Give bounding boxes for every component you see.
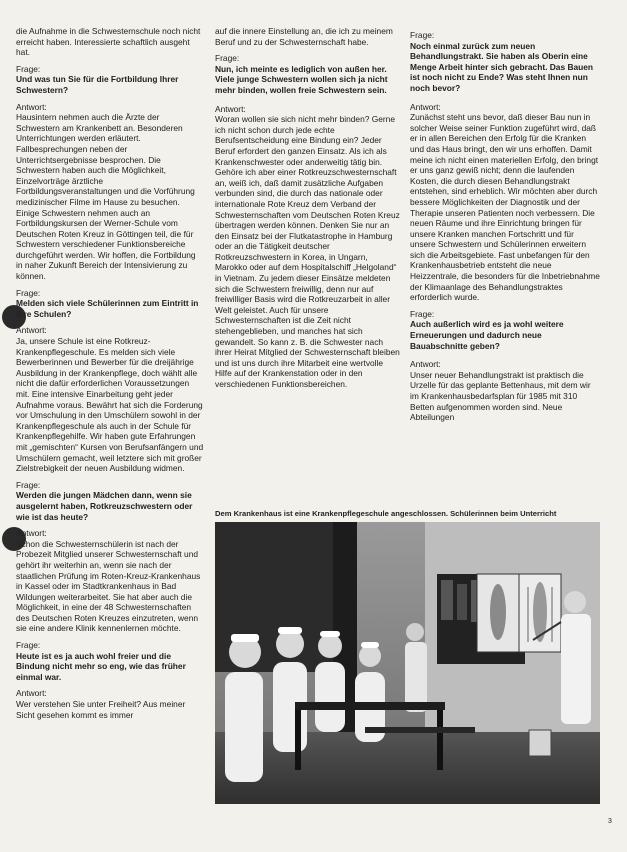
text-column-right (410, 26, 600, 429)
answer-text: Wer verstehen Sie unter Freiheit? Aus meiner Sicht gesehen kommt es immer (16, 699, 186, 720)
page-number: 3 (608, 818, 612, 825)
qa-block (16, 64, 204, 282)
qa-block (16, 480, 204, 634)
qa-block (410, 309, 600, 423)
question-text: Werden die jungen Mädchen dann, wenn sie ausgelernt haben, Rotkreuzschwestern oder wie ist das heute? (16, 490, 193, 522)
answer-text: Ja, unsere Schule ist eine Rotkreuz-Krankenpflegeschule. Es melden sich viele Bewerberinnen und Bewerber für die dreijährige Ausbildung in der Krankenpflege, doch wählt alle nicht die dafür erforderlichen Voraussetzungen mit. Eine intensive Einarbeitung geht jeder Aufnahme voraus. Bewährt hat sich die Forderung vor Umschulung in den Umschülern sowohl in der Krankenpflegeschule als auch in der Schule für Krankenpflegehilfe. Wir haben gute Erfahrungen mit „gemischten“ Kursen von Berufsanfängern und Umschülern gemacht, weil letztere sich mit großer Zielstrebigkeit der neuen Ausbildung widmen. (16, 336, 204, 474)
answer-text: Unser neuer Behandlungstrakt ist praktisch die Urzelle für das geplante Bettenhaus, mit dem wir im Krankenhausbedarfsplan für 1985 mit 310 Betten aufgenommen worden sind. Neue Abteilungen (410, 369, 591, 423)
question-text: Melden sich viele Schülerinnen zum Eintritt in Ihre Schulen? (16, 298, 199, 319)
answer-label: Antwort: (16, 528, 47, 539)
answer-text: Zunächst steht uns bevor, daß dieser Bau nun in solcher Weise seiner Funktion zugeführt wird, daß er in allen Bereichen den Erfolg für die Kranken und das Haus bringt, den wir uns erhoffen. Damit meine ich nicht einen materiellen Erfolg, den bringt er uns ganz gewiß nicht; denn die laufenden Kosten, die durch diesen Behandlungstrakt entstehen, sind erheblich. Wir möchten aber durch bessere Möglichkeiten der Diagnostik und der Therapie unseren Patienten noch verbessern. Die neuen Räume und ihre Einrichtung bringen für unsere Kranken manchen Fortschritt und für unsere Schwestern und Schülerinnen erweitern sich die Arbeitsgebiete. Fast unbefangen für den Krankenhausbetrieb entsteht die neue Heizzentrale, die besonders für die Inbetriebnahme der Klimaanlage des Behandlungstraktes erforderlich wurde. (410, 112, 600, 303)
question-label: Frage: (16, 63, 41, 74)
question-label: Frage: (16, 640, 41, 651)
question-label: Frage: (410, 30, 435, 40)
question-text: Nun, ich meinte es lediglich von außen her. Viele junge Schwestern wollen sich ja nicht mehr binden, wollen freie Schwestern sein. (215, 63, 388, 95)
answer-label: Antwort: (16, 688, 47, 699)
answer-text: Hausintern nehmen auch die Ärzte der Schwestern am Krankenbett an. Besonderen Unterrichtungen werden erläutert. Fallbesprechungen neben der Unterrichtsergebnisse besprochen. Die Schwestern haben auch die Möglichkeit, Einzelvorträge ärztliche Fortbildungsveranstaltungen und die Vorführung medizinischer Filme im Hause zu besuchen. Einige Schwestern nehmen auch an Fortbildungskursen der Werner-Schule vom Deutschen Roten Kreuz in Göttingen teil, die für Schwestern verschiedener Funktionsbereiche durchgeführt werden. Wir hoffen, die Fortbildung in naher Zukunft Bereich der Intensivierung zu können. (16, 112, 196, 282)
question-label: Frage: (215, 53, 240, 64)
question-text: Auch außerlich wird es ja wohl weitere Erneuerungen und dadurch neue Bauabschnitte geben? (410, 319, 564, 351)
question-label: Frage: (410, 308, 435, 319)
qa-block (410, 30, 600, 303)
qa-block (215, 53, 402, 389)
photo-caption: Dem Krankenhaus ist eine Krankenpflegeschule angeschlossen. Schülerinnen beim Unterricht (215, 509, 557, 518)
text-column-left (16, 26, 204, 726)
column-intro: die Aufnahme in die Schwesternschule noch nicht erreicht haben. Interessierte schaftlich ausgeht hat. (16, 26, 201, 58)
text-column-middle (215, 26, 402, 396)
question-text: Noch einmal zurück zum neuen Behandlungstrakt. Sie haben als Oberin eine Menge Arbeit hinter sich gebracht. Das Bauen ist noch nicht zu Ende? Was steht Ihnen nun noch bevor? (410, 40, 594, 93)
answer-label: Antwort: (16, 101, 47, 112)
answer-label: Antwort: (410, 359, 441, 370)
answer-label: Antwort: (16, 325, 47, 336)
answer-text: Schon die Schwesternschülerin ist nach der Probezeit Mitglied unserer Schwesternschaft und gehört ihr weiterhin an, wenn sie nach der staatlichen Prüfung im Roten-Kreuz-Krankenhaus in Kassel oder im Stadtkrankenhaus in Bad Wildungen weiterarbeitet. Sie hat aber auch die Möglichkeit, in eine der 48 Schwesternschaften des Deutschen Roten Kreuzes einzutreten, wenn sie eine andere Klinik kennenlernen möchte. (16, 538, 201, 634)
answer-text: Woran wollen sie sich nicht mehr binden? Gerne ich nicht schon durch jede echte Berufsentscheidung eine Bindung ein? Jeder Beruf erfordert den ganzen Einsatz. Als ich als Krankenschwester oder anderweitig tätig bin. Gehöre ich aber einer Rotkreuzschwesternschaft an, weiß ich, daß damit zusätzliche Aufgaben verbunden sind, die durch das nationale oder internationale Rote Kreuz dem Verband der Schwesternschaften vom Deutschen Roten Kreuz übertragen werden können. Denken Sie nur an den Einsatz bei der Flutkatastrophe in Hamburg oder an die Tätigkeit deutscher Rotkreuzschwestern in Korea, in Ungarn, Marokko oder auf dem Hospitalschiff „Helgoland“ in Vietnam. Zu jedem dieser Einsätze meldeten sich die Schwestern freiwillig, denn nur auf freiwilliger Basis wird die Rotkreuzarbeit in aller Welt geleistet. Auch für unsere Schwesternschaften ist die Zeit nicht stehengeblieben, und manches hat sich gewandelt. So kann z. B. die Schwester nach ihrer Heirat Mitglied der Schwesternschaft bleiben und ist uns durch ihre Mitarbeit eine wertvolle Hilfe auf der Krankenstation oder in den verschiedenen Funktionsbereichen. (215, 114, 400, 389)
question-text: Und was tun Sie für die Fortbildung Ihrer Schwestern? (16, 74, 179, 95)
question-label: Frage: (16, 287, 41, 298)
answer-label: Antwort: (410, 101, 441, 112)
column-intro: auf die innere Einstellung an, die ich zu meinem Beruf und zu der Schwesternschaft habe. (215, 26, 393, 47)
qa-block (16, 288, 204, 474)
answer-label: Antwort: (215, 103, 246, 114)
qa-block (16, 640, 204, 720)
classroom-photo (215, 522, 600, 804)
classroom-illustration (215, 522, 600, 804)
question-label: Frage: (16, 479, 41, 490)
question-text: Heute ist es ja auch wohl freier und die Bindung nicht mehr so eng, wie das früher einmal war. (16, 650, 186, 682)
